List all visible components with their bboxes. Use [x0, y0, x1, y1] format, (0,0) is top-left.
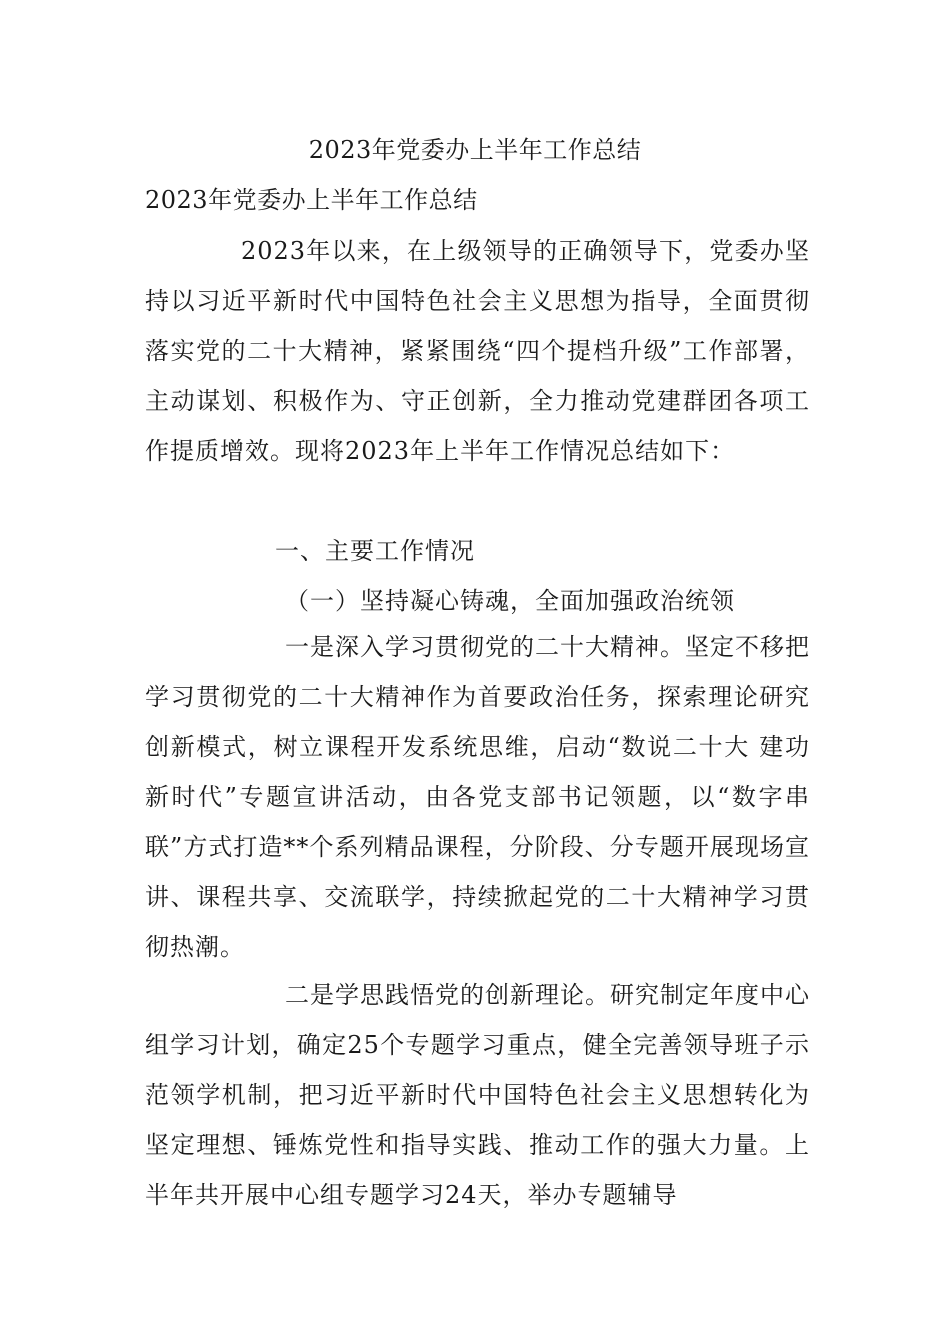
paragraph-point-one: 一是深入学习贯彻党的二十大精神。坚定不移把学习贯彻党的二十大精神作为首要政治任务，探索理论研究创新模式，树立课程开发系统思维，启动“数说二十大 建功新时代”专题宣讲活动，由各党支部书记领题，以“数字串联”方式打造**个系列精品课程，分阶段、分专题开展现场宣讲、课程共享、交流联学，持续掀起党的二十大精神学习贯彻热潮。	[145, 633, 810, 961]
intro-paragraph: 2023年以来，在上级领导的正确领导下，党委办坚持以习近平新时代中国特色社会主义思想为指导，全面贯彻落实党的二十大精神，紧紧围绕“四个提档升级”工作部署，主动谋划、积极作为、守正创新，全力推动党建群团各项工作提质增效。现将2023年上半年工作情况总结如下：	[145, 237, 810, 465]
paragraph-point-two: 二是学思践悟党的创新理论。研究制定年度中心组学习计划，确定25个专题学习重点，健全完善领导班子示范领学机制，把习近平新时代中国特色社会主义思想转化为坚定理想、锤炼党性和指导实践、推动工作的强大力量。上半年共开展中心组专题学习24天，举办专题辅导	[145, 981, 810, 1209]
document-subtitle: 2023年党委办上半年工作总结	[145, 186, 478, 214]
document-title: 2023年党委办上半年工作总结	[308, 136, 642, 164]
section-heading-main-work: 一、主要工作情况	[275, 537, 475, 565]
subsection-heading-political: （一）坚持凝心铸魂，全面加强政治统领	[285, 587, 735, 615]
